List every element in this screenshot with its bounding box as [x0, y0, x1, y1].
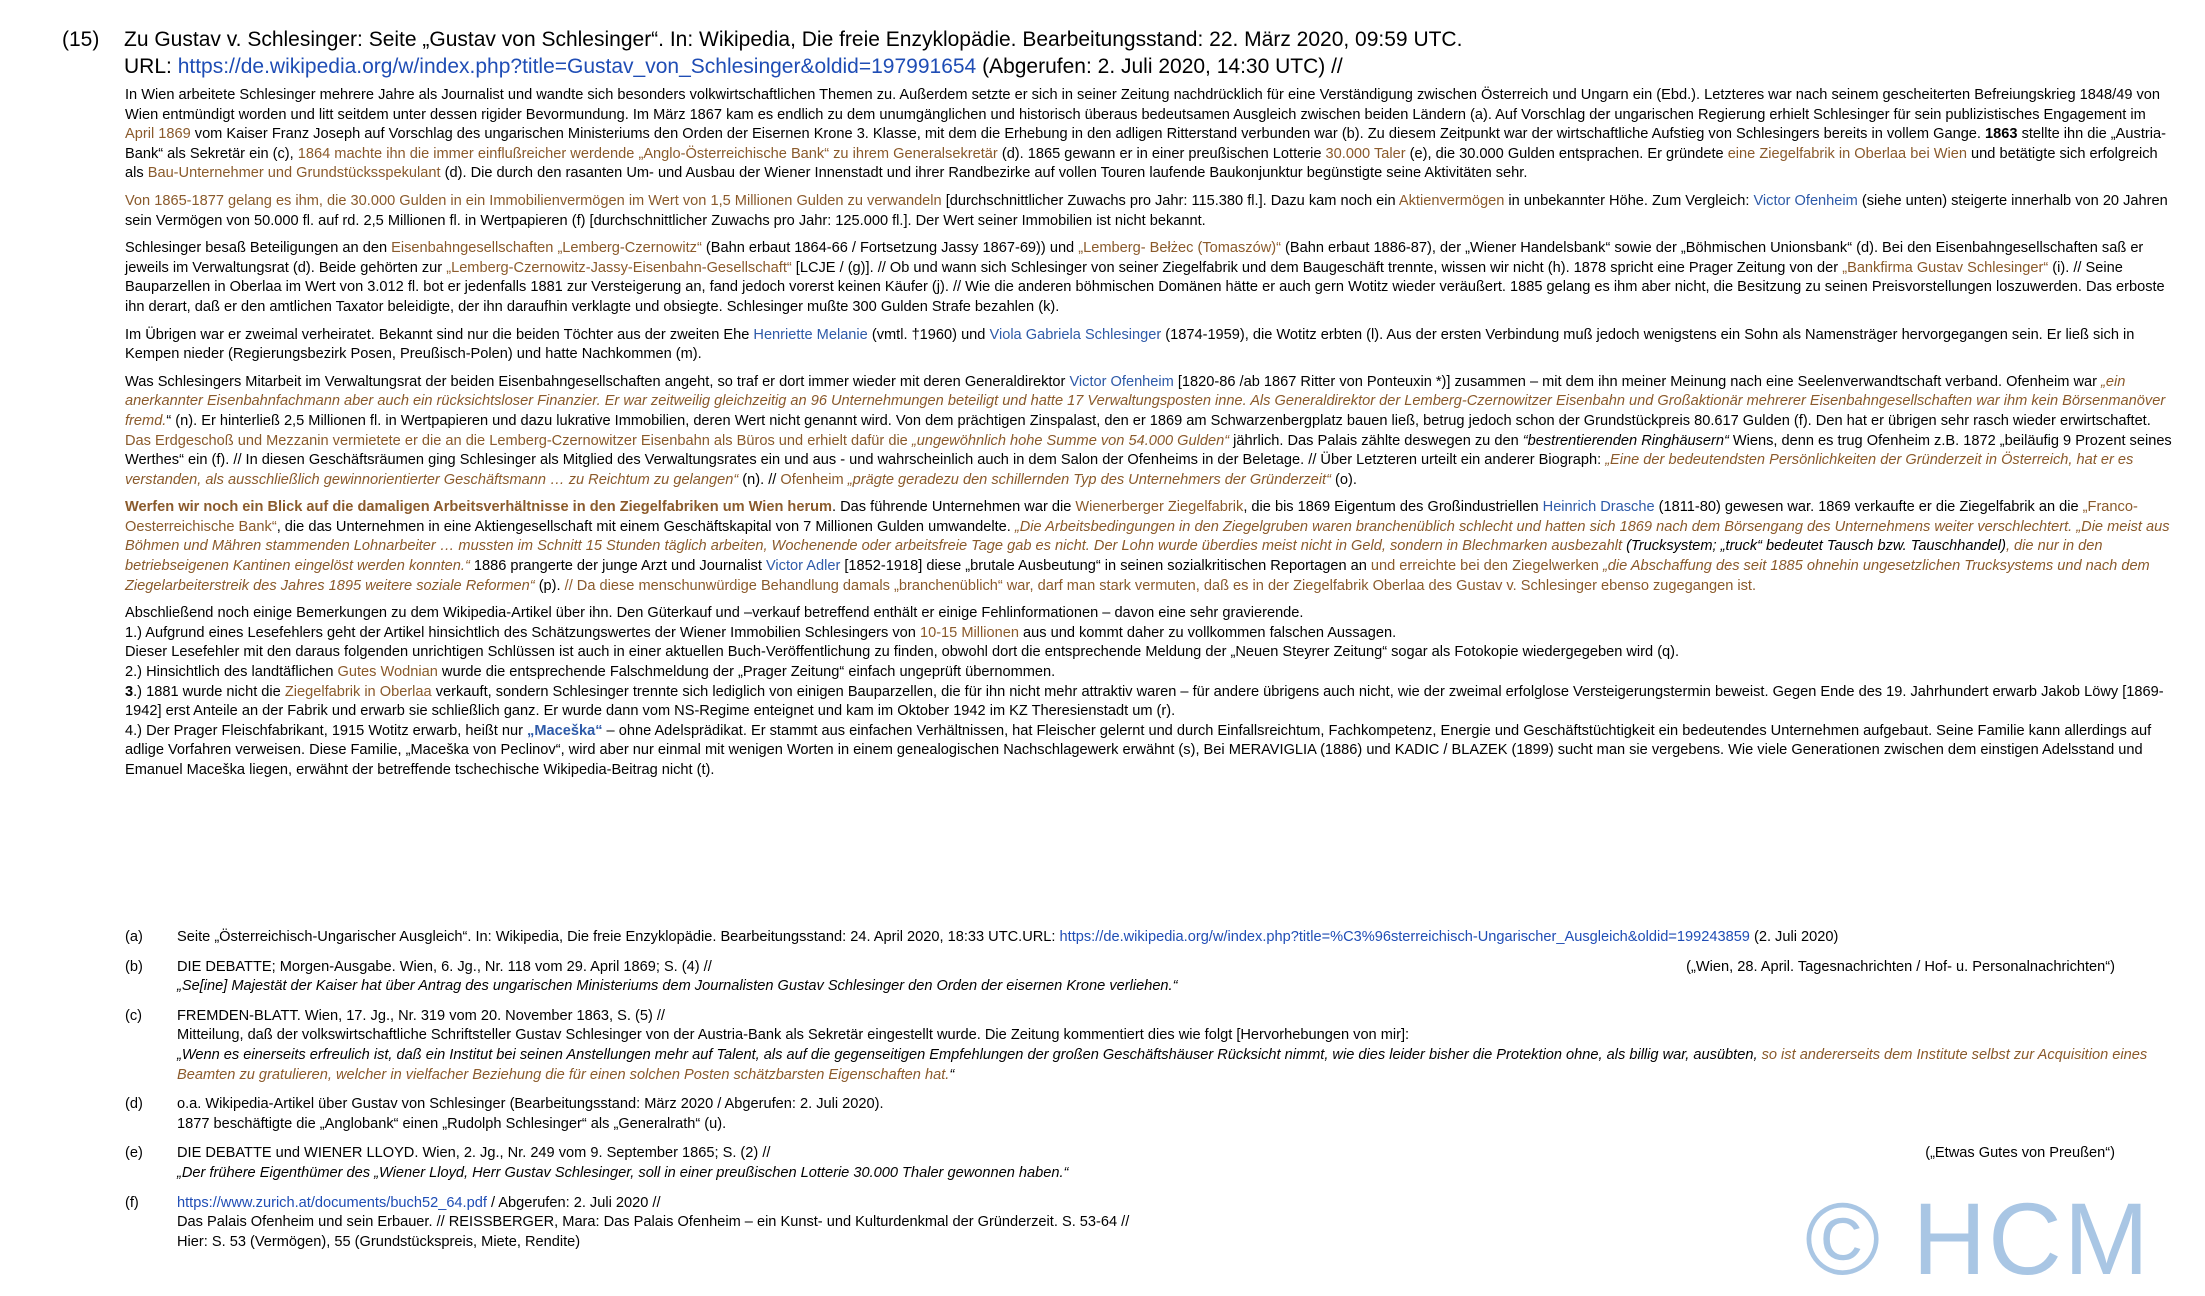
paragraph-wikipedia-notes [125, 604, 2175, 780]
text-run: (n). // [738, 471, 781, 488]
text-run: Was Schlesingers Mitarbeit im Verwaltungsrat der beiden Eisenbahngesellschaften angeht, so traf er dort immer wieder mit deren Generaldirektor [125, 373, 1070, 390]
text-run: “bestrentierenden Ringhäusern“ [1522, 432, 1729, 449]
paragraph-career [125, 86, 2175, 184]
footnote-source-note: („Wien, 28. April. Tagesnachrichten / Hof- u. Personalnachrichten“) [1686, 958, 2115, 975]
text-run: 1864 machte ihn die immer einflußreicher werdende „Anglo-Österreichische Bank“ zu ihrem Generalsekretär [297, 145, 998, 162]
text-run: [1852-1918] diese „brutale Ausbeutung“ in seinen sozialkritischen Reportagen an [840, 558, 1371, 575]
text-run: (e), die 30.000 Gulden entsprachen. Er gründete [1405, 145, 1728, 162]
footnote-line [177, 1007, 2175, 1027]
text-run: (d). Die durch den rasanten Um- und Ausbau der Wiener Innenstadt und ihrer Randbezirke auf vollen Touren laufende Baukonjunktur begünstigte seine Aktivitäten sehr. [440, 165, 1528, 182]
reference-link[interactable]: https://www.zurich.at/documents/buch52_64.pdf [177, 1194, 487, 1211]
text-run: , die nur in den betriebseigenen Kantinen eingelöst werden konnten.“ [125, 538, 2103, 575]
text-run: Victor Ofenheim [1753, 192, 1858, 209]
text-run: Bau-Unternehmer und Grundstücksspekulant [147, 165, 441, 182]
footnote-label: (e) [125, 1145, 143, 1162]
text-run: FREMDEN-BLATT. Wien, 17. Jg., Nr. 319 vom 20. November 1863, S. (5) // [177, 1007, 665, 1024]
text-run: (o). [1330, 471, 1357, 488]
text-run: verkauft, sondern Schlesinger trennte sich lediglich von einigen Bauparzellen, die für ihn nicht mehr attraktiv waren – für andere übrigens auch nicht, wie der zweimal erfolglose Versteigerungstermin beweist. Gegen Ende des 19. Jahrhundert erwarb Jakob Löwy [1869-1942] erst Anteile an der Fabrik und erwarb sie schließlich ganz. Er wurde dann vom NS-Regime enteignet und kam im Oktober 1942 im KZ Theresienstadt um (r). [125, 683, 2164, 720]
text-run: In Wien arbeitete Schlesinger mehrere Jahre als Journalist und wandte sich besonders volkwirtschaftlichen Themen zu. Außerdem setzte er sich in seiner Zeitung nachdrücklich für eine Verständigung zwischen Österreich und Ungarn ein (Ebd.). Letzteres war nach seinem gescheiterten Befreiungskrieg 1848/49 von Wien entmündigt worden und litt seitdem unter dessen rigider Bevormundung. Im März 1867 kam es endlich zu dem unumgänglichen und historisch überaus bedeutsamen Ausgleich zwischen beiden Ländern (a). Auf Vorschlag der ungarischen Regierung erhielt Schlesinger für sein publizistisches Engagement im [125, 87, 2161, 123]
text-run: 1886 prangerte der junge Arzt und Journalist [469, 558, 766, 575]
footnote-label: (d) [125, 1096, 143, 1113]
text-run: „Franco-Oesterreichische Bank“ [125, 499, 2138, 535]
text-run: (vmtl. †1960) und [867, 326, 990, 343]
url-label: URL: [124, 55, 178, 78]
text-run: 10-15 Millionen [919, 624, 1019, 641]
footnote-item [125, 1095, 2175, 1134]
text-run: Heinrich Drasche [1542, 499, 1655, 516]
text-run: (Bahn erbaut 1886-87), der „Wiener Handelsbank“ sowie der „Böhmischen Unionsbank“ (d). Bei den Eisenbahngesellschaften saß er jeweils im Verwaltungsrat (d). Beide gehörten zur [125, 240, 2144, 276]
text-run: „Der frühere Eigenthümer des „Wiener Lloyd, Herr Gustav Schlesinger, soll in einer preußischen Lotterie 30.000 Thaler gewonnen haben.“ [177, 1164, 1069, 1181]
citation-title: Zu Gustav v. Schlesinger: Seite „Gustav von Schlesinger“. In: Wikipedia, Die freie Enzyklopädie. Bearbeitungsstand: 22. März 2020, 09:59 UTC. [124, 28, 1463, 51]
footnote-line [177, 1144, 2175, 1164]
text-run: „Die Arbeitsbedingungen in den Ziegelgruben waren branchenüblich schlecht und hatten sich 1869 nach dem Börsengang des Unternehmens weiter verschlechtert. „Die meist aus Böhmen und Mähren stammenden Lohnarbeiter … mussten im Schnitt 15 Stunden täglich arbeiten, Wochenende oder arbeitsfreie Tage gab es nicht. Der Lohn wurde überdies meist nicht in Geld, sondern in Blechmarken ausbezahlt [125, 518, 2170, 555]
text-run: Von 1865-1877 gelang es ihm, die 30.000 Gulden in ein Immobilienvermögen im Wert von 1,5 Millionen Gulden zu verwandeln [125, 192, 942, 209]
text-run: // Da diese menschunwürdige Behandlung damals „branchenüblich“ war, darf man stark vermuten, daß es in der Ziegelfabrik Oberlaa des Gustav v. Schlesinger ebenso zugegangen ist. [564, 577, 1757, 594]
text-run: Eisenbahngesellschaften „Lemberg-Czernowitz“ [391, 240, 702, 257]
footnote-item [125, 928, 2175, 948]
paragraph-wealth [125, 192, 2175, 231]
text-run: 4.) Der Prager Fleischfabrikant, 1915 Wotitz erwarb, heißt nur [125, 722, 528, 739]
text-run: 2.) Hinsichtlich des landtäflichen [125, 664, 338, 681]
text-run: (i). // Seine Bauparzellen in Oberlaa im Wert von 3.012 fl. bot er jedenfalls 1881 zur Versteigerung an, fand jedoch vorerst keinen Käufer (j). // Wie die anderen böhmischen Domänen hätte er auch gern Wotitz wieder veräußert. 1885 gelang es ihm aber nicht, die Besitzung zu seinen Preisvorstellungen loszuwerden. Das erboste ihn derart, daß er den amtlichen Taxator beleidigte, der ihn daraufhin verklagte und obsiegte. Schlesinger mußte 300 Gulden Strafe bezahlen (k). [125, 259, 2165, 315]
text-run: Hier: S. 53 (Vermögen), 55 (Grundstückspreis, Miete, Rendite) [177, 1233, 581, 1250]
footnote-line [177, 1095, 2175, 1115]
text-run: April 1869 [125, 126, 191, 143]
text-run: Henriette Melanie [753, 326, 868, 343]
text-run: „ungewöhnlich hohe Summe von 54.000 Gulden“ [911, 432, 1230, 449]
text-run: Victor Adler [765, 558, 841, 575]
footnote-line [177, 928, 2175, 948]
text-run: 1.) Aufgrund eines Lesefehlers geht der Artikel hinsichtlich des Schätzungswertes der Wiener Immobilien Schlesingers von [125, 624, 920, 641]
footnote-source-note: („Etwas Gutes von Preußen“) [1925, 1145, 2115, 1162]
main-text [125, 86, 2175, 789]
text-run: „Wenn es einerseits erfreulich ist, daß ein Institut bei seinen Anstellungen mehr auf Talent, als auf die gegenseitigen Empfehlungen der großen Geschäftshäuser Rücksicht nimmt, wie dies leider bisher die Protektion ohne, als billig war, ausübten, [177, 1046, 1762, 1063]
text-run: „Lemberg-Czernowitz-Jassy-Eisenbahn-Gesellschaft“ [446, 259, 792, 276]
text-run: “ (n). Er hinterließ 2,5 Millionen fl. in Wertpapieren und dazu lukrative Immobilien, deren Wert nicht genannt wird. Von dem prächtigen Zinspalast, den er 1869 am Schwarzenbergplatz bauen ließ, betrug jedoch schon der Grundstückpreis 80.617 Gulden (f). Den hat er übrigen sehr rasch wieder erwirtschaftet. [166, 412, 2151, 429]
citation-url-line [124, 53, 1343, 80]
text-run: Dieser Lesefehler mit den daraus folgenden unrichtigen Schlüssen ist auch in einer aktuellen Buch-Veröffentlichung zu finden, obwohl dort die entsprechende Meldung der „Neuen Steyrer Zeitung“ sogar als Fotokopie wiedergegeben wird (q). [125, 644, 1680, 661]
url-suffix: (Abgerufen: 2. Juli 2020, 14:30 UTC) // [976, 55, 1343, 78]
text-run: Im Übrigen war er zweimal verheiratet. Bekannt sind nur die beiden Töchter aus der zweiten Ehe [125, 326, 754, 343]
text-run: „Eine der bedeutendsten Persönlichkeiten der Gründerzeit in Österreich, hat er es verstanden, als ausschließlich gewinnorientierter Geschäftsmann … zu Reichtum zu gelangen“ [125, 452, 2134, 488]
text-run: jährlich. Das Palais zählte deswegen zu den [1229, 432, 1523, 449]
text-run: „die Abschaffung des seit 1885 ohnehin ungesetzlichen Trucksystems und nach dem Ziegelarbeiterstreik des Jahres 1895 weitere soziale Reformen“ [125, 558, 2150, 594]
text-run: vom Kaiser Franz Joseph auf Vorschlag des ungarischen Ministeriums den Orden der Eisernen Krone 3. Klasse, mit dem die Erhebung in den adligen Ritterstand verbunden war (b). Zu diesem Zeitpunkt war der wirtschaftliche Aufstieg von Schlesingers bereits in vollem Gange. [190, 126, 1986, 143]
text-run: Ziegelfabrik in Oberlaa [284, 683, 432, 700]
text-run: Mitteilung, daß der volkswirtschaftliche Schriftsteller Gustav Schlesinger von der Austria-Bank als Sekretär eingestellt wurde. Die Zeitung kommentiert dies wie folgt [Hervorhebungen von mir]: [177, 1027, 1410, 1044]
text-run: aus und kommt daher zu vollkommen falschen Aussagen. [1018, 624, 1397, 641]
text-run: / Abgerufen: 2. Juli 2020 // [486, 1194, 661, 1211]
text-run: „Maceška“ [527, 722, 603, 739]
text-run: (1874-1959), die Wotitz erbten (l). Aus der ersten Verbindung muß jedoch wenigstens ein Sohn als Namensträger hervorgegangen sein. Er ließ sich in Kempen nieder (Regierungsbezirk Posen, Preußisch-Polen) und hatte Nachkommen (m). [125, 326, 2135, 363]
text-run: Seite „Österreichisch-Ungarischer Ausgleich“. In: Wikipedia, Die freie Enzyklopädie. Bearbeitungsstand: 24. April 2020, 18:33 UTC.URL: [177, 929, 1060, 945]
text-run: (siehe unten) steigerte innerhalb von 20 Jahren sein Vermögen von 50.000 fl. auf rd. 2,5 Millionen fl. in Wertpapieren (f) [durchschnittlicher Zuwachs pro Jahr: 125.000 fl.]. Der Wert seiner Immobilien ist nicht bekannt. [125, 192, 2168, 229]
footnote-line [177, 1046, 2175, 1085]
text-run: Werfen wir noch ein Blick auf die damaligen Arbeitsverhältnisse in den Ziegelfabriken um Wien herum [125, 499, 833, 516]
footnote-item [125, 958, 2175, 997]
text-run: [1820-86 /ab 1867 Ritter von Ponteuxin *)] zusammen – mit dem ihn meiner Meinung nach eine Seelenverwandtschaft verband. Ofenheim war [1173, 373, 2102, 390]
paragraph-ofenheim [125, 373, 2175, 491]
footnote-line [177, 977, 2175, 997]
text-run: stellte ihn die „Austria-Bank“ als Sekretär ein (c), [125, 126, 2166, 162]
footnote-line [177, 1115, 2175, 1135]
citation-number: (15) [62, 28, 100, 51]
text-run: .) 1881 wurde nicht die [133, 683, 285, 700]
text-run: DIE DEBATTE und WIENER LLOYD. Wien, 2. Jg., Nr. 249 vom 9. September 1865; S. (2) // [177, 1145, 771, 1162]
footnote-label: (f) [125, 1194, 139, 1211]
paragraph-brickworks [125, 498, 2175, 596]
text-run: 30.000 Taler [1325, 145, 1406, 162]
text-run: „Bankfirma Gustav Schlesinger“ [1842, 259, 2049, 276]
text-run: [durchschnittlicher Zuwachs pro Jahr: 115.380 fl.]. Dazu kam noch ein [941, 192, 1399, 209]
text-run: wurde die entsprechende Falschmeldung der „Prager Zeitung“ einfach ungeprüft übernommen. [437, 664, 1056, 681]
paragraph-holdings [125, 239, 2175, 317]
text-run: 1877 beschäftigte die „Anglobank“ einen „Rudolph Schlesinger“ als „Generalrath“ (u). [177, 1115, 727, 1132]
footnote-label: (a) [125, 929, 143, 945]
text-run: „ein anerkannter Eisenbahnfachmann aber auch ein rücksichtsloser Finanzier. Er war zeitweilig gleichzeitig an 96 Unternehmungen beteiligt und hatte 17 Verwaltungsposten inne. Als Generaldirektor der Lemberg-Czernowitzer Eisenbahn und Großaktionär mehrerer Eisenbahngesellschaften war ihm kein Börsenmanöver fremd. [125, 373, 2166, 429]
text-run: Abschließend noch einige Bemerkungen zu dem Wikipedia-Artikel über ihn. Den Güterkauf und –verkauf betreffend enthält er einige Fehlinformationen – davon eine sehr gravierende. [125, 605, 1304, 622]
text-run: (Trucksystem; „truck“ bedeutet Tausch bzw. Tauschhandel) [1626, 538, 2006, 555]
text-run: – ohne Adelsprädikat. Er stammt aus einfachen Verhältnissen, hat Fleischer gelernt und durch Einfallsreichtum, Fachkompetenz, Energie und Geschäftstüchtigkeit ein bedeutendes Unternehmen aufgebaut. Seine Familie kann allerdings auf adlige Vorfahren verweisen. Diese Familie, „Maceška von Peclinov“, wird aber nur einmal mit wenigen Worten in einem genealogischen Nachschlagewerk erwähnt (s), Bei MERAVIGLIA (1886) und KADIC / BLAZEK (1899) sucht man sie vergebens. Wie viele Generationen zwischen dem einstigen Adelsstand und Emanuel Maceška liegen, erwähnt der betreffende tschechische Wikipedia-Beitrag nicht (t). [125, 722, 2152, 778]
text-run: o.a. Wikipedia-Artikel über Gustav von Schlesinger (Bearbeitungsstand: März 2020 / Abgerufen: 2. Juli 2020). [177, 1096, 884, 1113]
hcm-watermark: © HCM [1805, 1182, 2151, 1296]
text-run: „Se[ine] Majestät der Kaiser hat über Antrag des ungarischen Ministeriums dem Journalisten Gustav Schlesinger den Orden der eisernen Krone verliehen.“ [177, 978, 1178, 995]
text-run: Das Palais Ofenheim und sein Erbauer. // REISSBERGER, Mara: Das Palais Ofenheim – ein Kunst- und Kulturdenkmal der Gründerzeit. S. 53-64 // [177, 1214, 1130, 1231]
text-run: , die bis 1869 Eigentum des Großindustriellen [1243, 499, 1543, 516]
footnote-item [125, 1007, 2175, 1085]
reference-link[interactable]: https://de.wikipedia.org/w/index.php?title=%C3%96sterreichisch-Ungarischer_Ausgleich&oldid=199243859 [1059, 929, 1750, 945]
text-run: Das Erdgeschoß und Mezzanin vermietete er die an die Lemberg-Czernowitzer Eisenbahn als Büros und erhielt dafür die [125, 432, 912, 449]
footnote-line [177, 1164, 2175, 1184]
text-run: in unbekannter Höhe. Zum Vergleich: [1504, 192, 1754, 209]
text-run: so ist andererseits dem Institute selbst zur Acquisition eines Beamten zu gratulieren, welcher in vielfacher Beziehung die für einen solchen Posten schätzbarsten Eigenschaften hat. [177, 1046, 2148, 1083]
text-run: (1811-80) gewesen war. 1869 verkaufte er die Ziegelfabrik an die [1654, 499, 2083, 516]
text-run: Aktienvermögen [1398, 192, 1505, 209]
paragraph-family [125, 326, 2175, 365]
text-run: (p). [534, 577, 565, 594]
text-run: Ofenheim [780, 471, 848, 488]
text-run: und erreichte bei den Ziegelwerken [1370, 558, 1603, 575]
text-run: 3 [125, 683, 134, 700]
text-run: „prägte geradezu den schillernden Typ des Unternehmers der Gründerzeit“ [847, 471, 1331, 488]
wikipedia-link[interactable]: https://de.wikipedia.org/w/index.php?title=Gustav_von_Schlesinger&oldid=197991654 [177, 55, 977, 78]
text-run: (d). 1865 gewann er in einer preußischen Lotterie [997, 145, 1326, 162]
text-run: (Bahn erbaut 1864-66 / Fortsetzung Jassy 1867-69)) und [701, 240, 1079, 257]
footnote-item [125, 1144, 2175, 1183]
text-run: (2. Juli 2020) [1749, 929, 1839, 945]
text-run: „Lemberg- Bełżec (Tomaszów)“ [1078, 240, 1281, 257]
text-run: Victor Ofenheim [1069, 373, 1174, 390]
text-run: . Das führende Unternehmen war die [832, 499, 1076, 516]
text-run: DIE DEBATTE; Morgen-Ausgabe. Wien, 6. Jg., Nr. 118 vom 29. April 1869; S. (4) // [177, 958, 712, 975]
text-run: Wienerberger Ziegelfabrik [1075, 499, 1244, 516]
footnote-line [177, 1026, 2175, 1046]
text-run: “ [949, 1066, 955, 1083]
text-run: Wiens, denn es trug Ofenheim z.B. 1872 „beiläufig 9 Prozent seines Werthes“ ein (f). // In diesen Geschäftsräumen ging Schlesinger als Mitglied des Verwaltungsrates ein und aus - und wahrscheinlich auch in dem Salon der Ofenheims in der Beletage. // Über Letzteren urteilt ein anderer Biograph: [125, 432, 2172, 469]
footnote-label: (b) [125, 958, 143, 975]
text-run: , die das Unternehmen in eine Aktiengesellschaft mit einem Geschäftskapital von 7 Millionen Gulden umwandelte. [276, 518, 1015, 535]
text-run: Viola Gabriela Schlesinger [989, 326, 1162, 343]
text-run: Schlesinger besaß Beteiligungen an den [125, 240, 392, 257]
footnote-label: (c) [125, 1007, 143, 1024]
text-run: [LCJE / (g)]. // Ob und wann sich Schlesinger von seiner Ziegelfabrik und dem Baugeschäft trennte, wissen wir nicht (h). 1878 spricht eine Prager Zeitung von der [791, 259, 1843, 276]
text-run: Gutes Wodnian [337, 664, 438, 681]
text-run: eine Ziegelfabrik in Oberlaa bei Wien [1727, 145, 1967, 162]
text-run: 1863 [1985, 126, 2018, 143]
text-run: und betätigte sich erfolgreich als [125, 145, 2158, 182]
